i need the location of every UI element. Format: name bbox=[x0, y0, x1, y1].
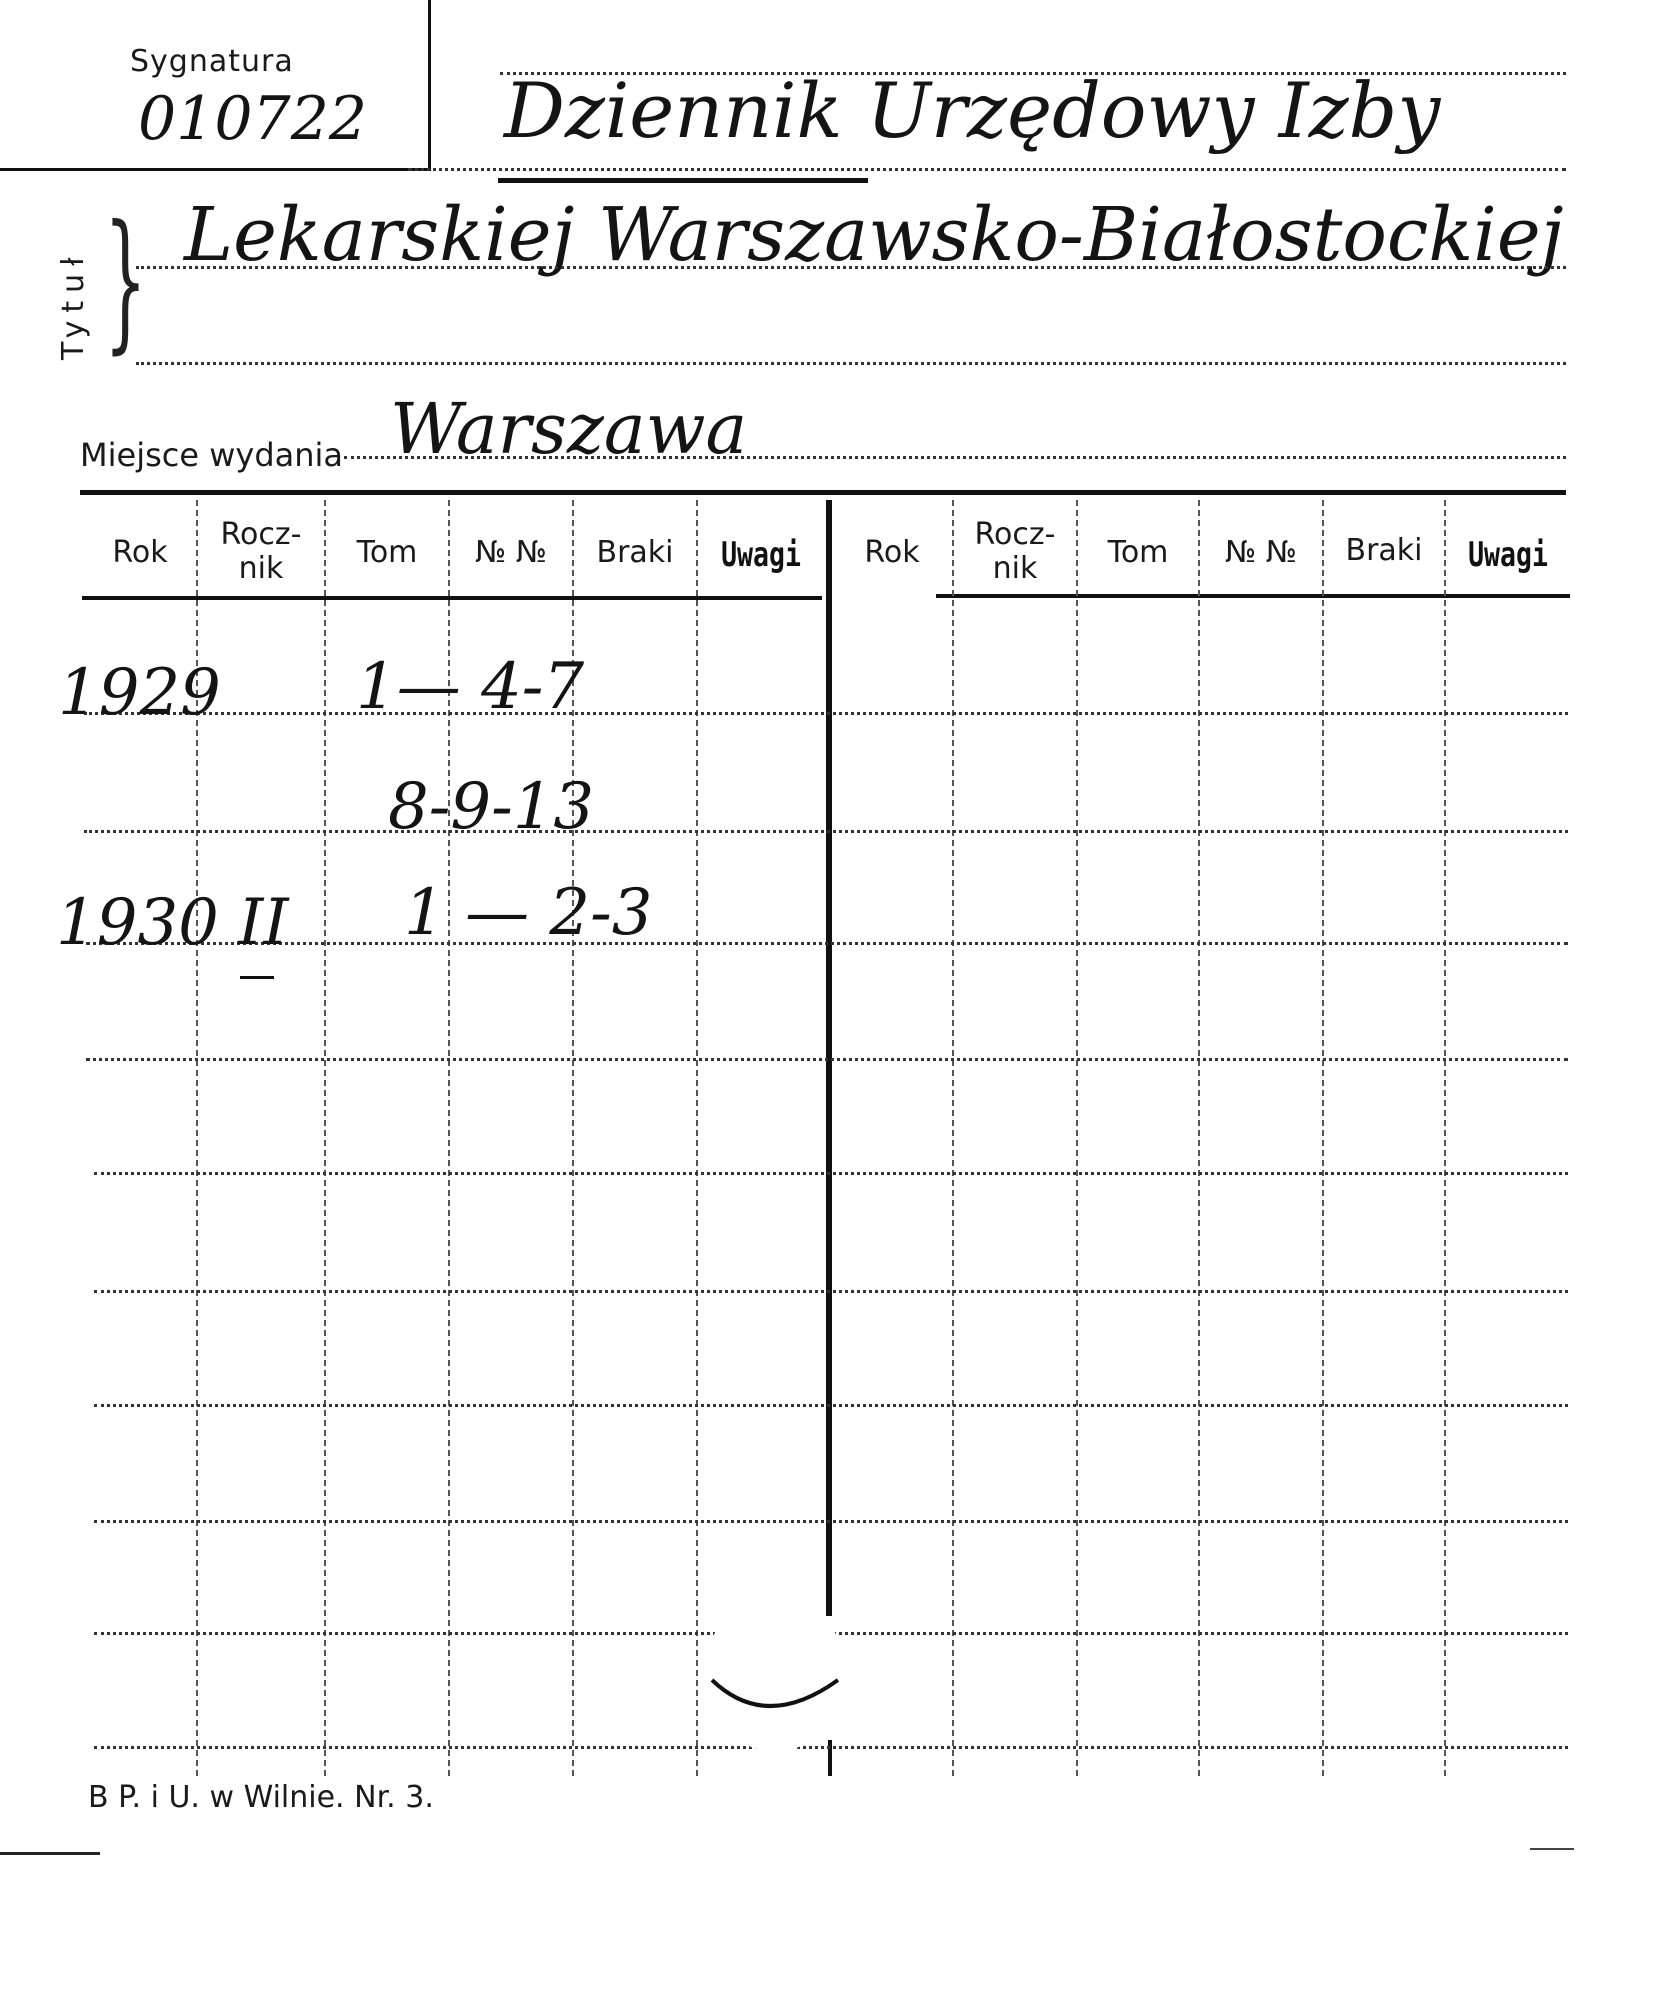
title-line-1: Dziennik Urzędowy Izby bbox=[504, 66, 1441, 155]
header-uwagi-left: Uwagi bbox=[721, 535, 801, 575]
place-label: Miejsce wydania bbox=[80, 436, 344, 474]
table-row-line bbox=[86, 942, 1568, 945]
title-dotted-line-1 bbox=[500, 72, 1566, 75]
header-rocznik-left: Rocz- nik bbox=[220, 517, 302, 586]
entry-numbers-3: 1 — 2-3 bbox=[404, 876, 653, 950]
place-value: Warszawa bbox=[390, 388, 748, 470]
header-numery-right: № № bbox=[1225, 535, 1297, 570]
entry-year-1929: 1929 bbox=[58, 656, 221, 730]
table-top-rule bbox=[80, 490, 1566, 495]
header-tom-left: Tom bbox=[356, 535, 418, 570]
place-dotted-line bbox=[344, 456, 1566, 459]
table-header-rule-left bbox=[82, 596, 822, 600]
table-header-rule-right bbox=[936, 594, 1570, 598]
column-separator bbox=[1198, 500, 1200, 1776]
column-separator bbox=[1444, 500, 1446, 1776]
header-braki-right: Braki bbox=[1345, 533, 1423, 568]
signature-label: Sygnatura bbox=[130, 44, 294, 79]
entry-rocznik-1930: II bbox=[238, 886, 289, 960]
title-brace: } bbox=[104, 194, 147, 368]
header-tom-right: Tom bbox=[1107, 535, 1169, 570]
column-separator bbox=[696, 500, 698, 1776]
table-row-line bbox=[94, 1404, 1568, 1407]
title-dotted-line-2 bbox=[408, 168, 1566, 171]
signature-value: 010722 bbox=[138, 84, 368, 154]
column-separator bbox=[1322, 500, 1324, 1776]
printer-footer: B P. i U. w Wilnie. Nr. 3. bbox=[88, 1780, 434, 1815]
edge-mark bbox=[1530, 1848, 1574, 1850]
title-line-2: Lekarskiej Warszawsko-Białostockiej bbox=[184, 192, 1564, 278]
column-separator bbox=[1076, 500, 1078, 1776]
header-rocznik-right: Rocz- nik bbox=[974, 517, 1056, 586]
header-numery-left: № № bbox=[475, 535, 547, 570]
table-row-line bbox=[84, 830, 1568, 833]
table-row-line bbox=[84, 712, 1568, 715]
column-separator bbox=[952, 500, 954, 1776]
table-row-line bbox=[94, 1172, 1568, 1175]
title-dotted-line-4 bbox=[136, 362, 1566, 365]
header-braki-left: Braki bbox=[596, 535, 674, 570]
rocznik-underline bbox=[240, 976, 274, 979]
header-rok-right: Rok bbox=[864, 535, 920, 570]
entry-numbers-2: 8-9-13 bbox=[388, 770, 595, 844]
title-underline bbox=[498, 178, 868, 183]
table-row-line bbox=[86, 1058, 1568, 1061]
title-label: Tytuł bbox=[56, 249, 91, 360]
table-row-line bbox=[94, 1290, 1568, 1293]
table-row-line bbox=[94, 1520, 1568, 1523]
edge-mark bbox=[0, 1852, 100, 1855]
entry-numbers-1: 1— 4-7 bbox=[356, 650, 585, 724]
entry-year-1930: 1930 bbox=[56, 886, 219, 960]
punch-hole-edge bbox=[706, 1650, 844, 1754]
header-uwagi-right: Uwagi bbox=[1468, 535, 1548, 575]
column-separator bbox=[324, 500, 326, 1776]
title-dotted-line-3 bbox=[136, 266, 1566, 269]
header-rok-left: Rok bbox=[112, 535, 168, 570]
